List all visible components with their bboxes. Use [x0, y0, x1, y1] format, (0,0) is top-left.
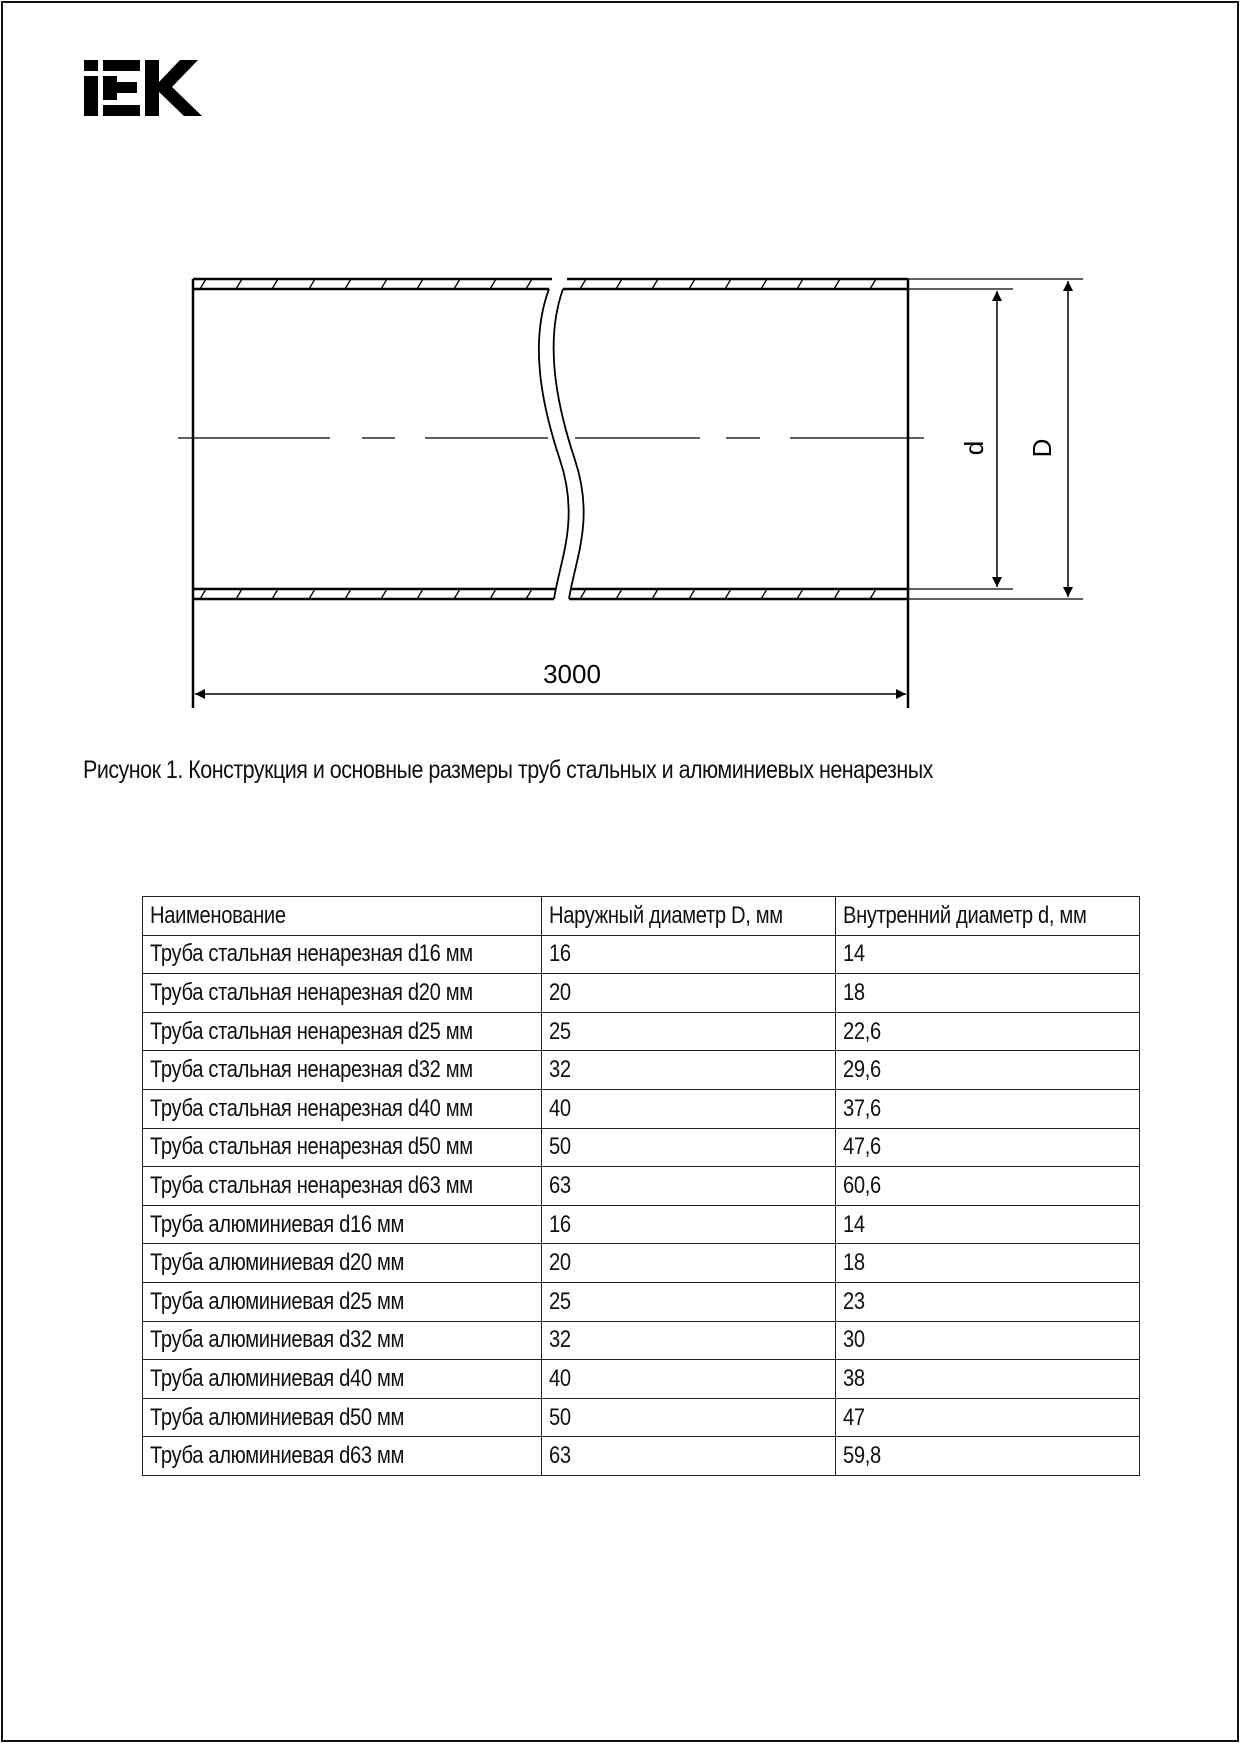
cell-name: Труба стальная ненарезная d50 мм [143, 1128, 542, 1167]
cell-name: Труба алюминиевая d25 мм [143, 1282, 542, 1321]
table-row [143, 1321, 1140, 1360]
table-row [143, 1089, 1140, 1128]
cell-name: Труба стальная ненарезная d40 мм [143, 1089, 542, 1128]
header-name: Наименование [143, 897, 542, 936]
header-inner-diameter: Внутренний диаметр d, мм [835, 897, 1140, 936]
cell-name: Труба стальная ненарезная d32 мм [143, 1051, 542, 1090]
cell-outer-diameter: 63 [542, 1437, 835, 1476]
cell-outer-diameter: 63 [542, 1167, 835, 1206]
cell-outer-diameter: 32 [542, 1051, 835, 1090]
cell-inner-diameter: 38 [835, 1360, 1140, 1399]
table-row [143, 1282, 1140, 1321]
cell-name: Труба алюминиевая d32 мм [143, 1321, 542, 1360]
cell-name: Труба алюминиевая d20 мм [143, 1244, 542, 1283]
cell-inner-diameter: 22,6 [835, 1012, 1140, 1051]
cell-inner-diameter: 29,6 [835, 1051, 1140, 1090]
cell-name: Труба стальная ненарезная d63 мм [143, 1167, 542, 1206]
length-dimension: 3000 [543, 659, 601, 689]
cell-name: Труба алюминиевая d63 мм [143, 1437, 542, 1476]
header-outer-diameter: Наружный диаметр D, мм [542, 897, 835, 936]
cell-inner-diameter: 30 [835, 1321, 1140, 1360]
pipe-spec-table [142, 896, 1140, 1476]
table-row [143, 1128, 1140, 1167]
cell-name: Труба алюминиевая d16 мм [143, 1205, 542, 1244]
cell-inner-diameter: 18 [835, 974, 1140, 1013]
cell-inner-diameter: 37,6 [835, 1089, 1140, 1128]
table-row [143, 1360, 1140, 1399]
cell-inner-diameter: 18 [835, 1244, 1140, 1283]
table-row [143, 1437, 1140, 1476]
cell-outer-diameter: 16 [542, 935, 835, 974]
cell-name: Труба стальная ненарезная d16 мм [143, 935, 542, 974]
table-row [143, 1051, 1140, 1090]
cell-inner-diameter: 14 [835, 1205, 1140, 1244]
cell-name: Труба алюминиевая d40 мм [143, 1360, 542, 1399]
cell-outer-diameter: 16 [542, 1205, 835, 1244]
cell-outer-diameter: 25 [542, 1282, 835, 1321]
table-header-row [143, 897, 1140, 936]
table-row [143, 1244, 1140, 1283]
cell-outer-diameter: 40 [542, 1360, 835, 1399]
cell-outer-diameter: 50 [542, 1398, 835, 1437]
cell-inner-diameter: 59,8 [835, 1437, 1140, 1476]
table-row [143, 1167, 1140, 1206]
cell-outer-diameter: 50 [542, 1128, 835, 1167]
cell-outer-diameter: 20 [542, 974, 835, 1013]
pipe-drawing [0, 0, 1244, 760]
cell-outer-diameter: 25 [542, 1012, 835, 1051]
figure-caption: Рисунок 1. Конструкция и основные размеры труб стальных и алюминиевых ненарезных [83, 756, 933, 784]
cell-inner-diameter: 14 [835, 935, 1140, 974]
cell-inner-diameter: 23 [835, 1282, 1140, 1321]
outer-diameter-label: D [1027, 438, 1057, 458]
table-row [143, 1398, 1140, 1437]
cell-inner-diameter: 60,6 [835, 1167, 1140, 1206]
inner-diameter-label: d [959, 440, 989, 456]
table-row [143, 1012, 1140, 1051]
table-row [143, 1205, 1140, 1244]
table-row [143, 974, 1140, 1013]
table-row [143, 935, 1140, 974]
cell-name: Труба алюминиевая d50 мм [143, 1398, 542, 1437]
cell-name: Труба стальная ненарезная d25 мм [143, 1012, 542, 1051]
cell-outer-diameter: 32 [542, 1321, 835, 1360]
cell-outer-diameter: 20 [542, 1244, 835, 1283]
cell-outer-diameter: 40 [542, 1089, 835, 1128]
cell-inner-diameter: 47,6 [835, 1128, 1140, 1167]
cell-inner-diameter: 47 [835, 1398, 1140, 1437]
cell-name: Труба стальная ненарезная d20 мм [143, 974, 542, 1013]
